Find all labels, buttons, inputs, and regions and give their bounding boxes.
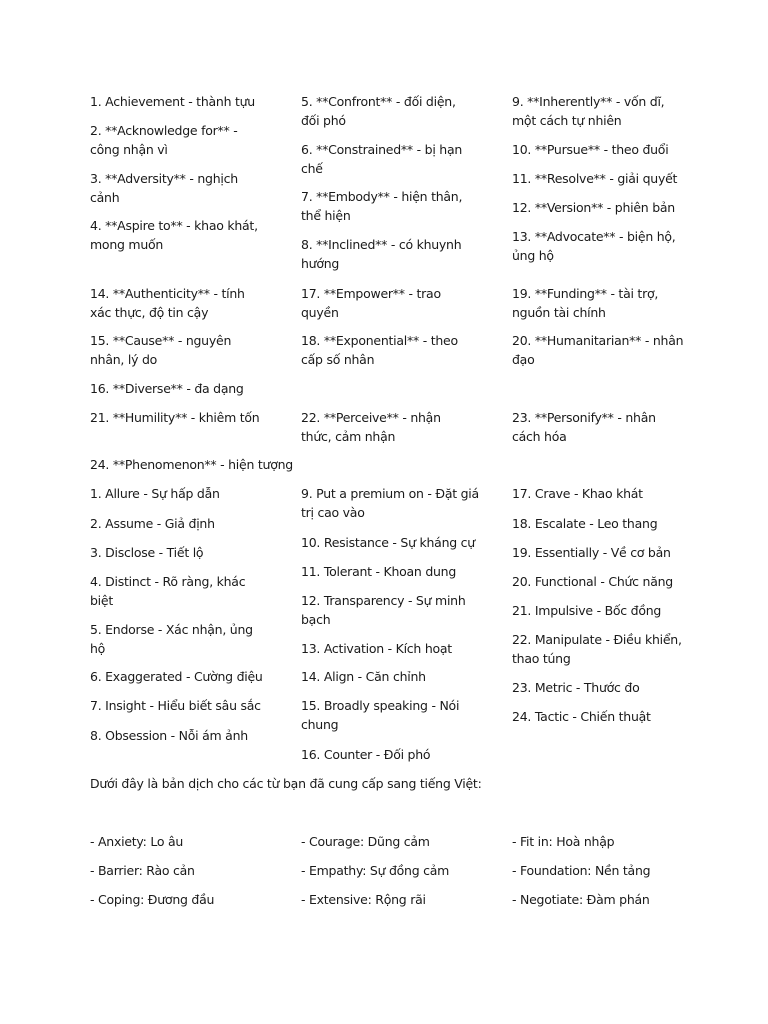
vocab-text: 7. **Embody** - hiện thân, [301, 189, 463, 204]
vocab-text: 15. Broadly speaking - Nói [301, 698, 460, 713]
vocab-text-continued: nguồn tài chính [512, 305, 606, 320]
vocab-entry [90, 890, 214, 909]
vocab-entry [90, 284, 245, 322]
vocab-entry [90, 92, 255, 111]
vocab-entry [512, 514, 657, 533]
vocab-text: 9. Put a premium on - Đặt giá [301, 486, 479, 501]
vocab-entry [512, 601, 661, 620]
vocab-entry [512, 198, 675, 217]
vocab-text: - Fit in: Hoà nhập [512, 834, 615, 849]
vocab-text-continued: trị cao vào [301, 505, 365, 520]
vocab-text: 24. **Phenomenon** - hiện tượng [90, 457, 293, 472]
vocab-text: - Courage: Dũng cảm [301, 834, 430, 849]
vocab-text: 10. **Pursue** - theo đuổi [512, 142, 669, 157]
vocab-text: 1. Achievement - thành tựu [90, 94, 255, 109]
vocab-entry [301, 562, 456, 581]
vocab-text: 24. Tactic - Chiến thuật [512, 709, 651, 724]
vocab-text: 8. Obsession - Nỗi ám ảnh [90, 728, 248, 743]
vocab-entry [301, 832, 430, 851]
vocab-text: 4. **Aspire to** - khao khát, [90, 218, 258, 233]
vocab-text: - Negotiate: Đàm phán [512, 892, 650, 907]
vocab-entry [512, 572, 673, 591]
vocab-text: 20. **Humanitarian** - nhân [512, 333, 684, 348]
vocab-entry [301, 639, 452, 658]
vocab-entry [301, 696, 459, 734]
vocab-text: 19. Essentially - Về cơ bản [512, 545, 671, 560]
vocab-entry [512, 284, 658, 322]
vocab-text-continued: cấp số nhân [301, 352, 375, 367]
vocab-text-continued: chung [301, 717, 339, 732]
vocab-text: 5. Endorse - Xác nhận, ủng [90, 622, 253, 637]
vocab-text: 20. Functional - Chức năng [512, 574, 673, 589]
vocab-text: 6. **Constrained** - bị hạn [301, 142, 463, 157]
vocab-text: 3. Disclose - Tiết lộ [90, 545, 204, 560]
vocab-text: 13. Activation - Kích hoạt [301, 641, 452, 656]
vocab-text: 5. **Confront** - đối diện, [301, 94, 456, 109]
vocab-entry [90, 484, 220, 503]
intro-text-line: Dưới đây là bản dịch cho các từ bạn đã cung cấp sang tiếng Việt: [90, 776, 482, 791]
vocab-text-continued: hộ [90, 641, 106, 656]
vocab-text-continued: bạch [301, 612, 331, 627]
vocab-text: 21. **Humility** - khiêm tốn [90, 410, 260, 425]
vocab-text-continued: biệt [90, 593, 113, 608]
vocab-text-continued: mong muốn [90, 237, 164, 252]
vocab-entry [90, 696, 261, 715]
vocab-text-continued: đối phó [301, 113, 346, 128]
vocab-text: 17. Crave - Khao khát [512, 486, 643, 501]
vocab-entry [512, 140, 668, 159]
vocab-text-continued: công nhận vì [90, 142, 168, 157]
vocab-entry [90, 514, 215, 533]
vocab-entry [512, 92, 664, 130]
vocab-text: 18. Escalate - Leo thang [512, 516, 658, 531]
vocab-text-continued: ủng hộ [512, 248, 554, 263]
vocab-text: 9. **Inherently** - vốn dĩ, [512, 94, 665, 109]
vocab-entry [90, 216, 258, 254]
vocab-text: 15. **Cause** - nguyên [90, 333, 232, 348]
vocab-entry [512, 484, 643, 503]
vocab-text-continued: thao túng [512, 651, 571, 666]
vocab-text: - Coping: Đương đầu [90, 892, 215, 907]
vocab-text: 21. Impulsive - Bốc đồng [512, 603, 662, 618]
vocab-text: 1. Allure - Sự hấp dẫn [90, 486, 220, 501]
vocab-text-continued: chế [301, 161, 323, 176]
vocab-text: - Foundation: Nền tảng [512, 863, 651, 878]
vocab-text-continued: một cách tự nhiên [512, 113, 622, 128]
vocab-entry [301, 533, 475, 552]
vocab-text: 12. **Version** - phiên bản [512, 200, 675, 215]
vocab-text-continued: thức, cảm nhận [301, 429, 396, 444]
vocab-text: 11. Tolerant - Khoan dung [301, 564, 457, 579]
vocab-entry [90, 861, 195, 880]
vocab-text-continued: thể hiện [301, 208, 351, 223]
vocab-entry [90, 726, 248, 745]
vocab-entry [512, 832, 614, 851]
vocab-entry [90, 379, 244, 398]
vocab-text: 2. Assume - Giả định [90, 516, 215, 531]
vocab-text: - Anxiety: Lo âu [90, 834, 184, 849]
intro-text [90, 774, 482, 793]
vocab-text: - Barrier: Rào cản [90, 863, 195, 878]
vocab-text: 16. **Diverse** - đa dạng [90, 381, 244, 396]
vocab-entry [512, 630, 682, 668]
vocab-text: 6. Exaggerated - Cường điệu [90, 669, 263, 684]
vocab-text: 10. Resistance - Sự kháng cự [301, 535, 475, 550]
vocab-entry [90, 408, 259, 427]
vocab-entry [90, 331, 231, 369]
vocab-text: 22. Manipulate - Điều khiển, [512, 632, 682, 647]
vocab-entry [301, 140, 462, 178]
vocab-text-continued: quyền [301, 305, 339, 320]
vocab-entry [512, 707, 651, 726]
vocab-entry [512, 408, 656, 446]
vocab-text: 23. Metric - Thước đo [512, 680, 640, 695]
vocab-entry [512, 169, 677, 188]
vocab-entry [90, 572, 245, 610]
vocab-text: 4. Distinct - Rõ ràng, khác [90, 574, 246, 589]
vocab-text: 8. **Inclined** - có khuynh [301, 237, 462, 252]
vocab-text: 14. **Authenticity** - tính [90, 286, 245, 301]
vocab-entry [512, 890, 650, 909]
vocab-text: 23. **Personify** - nhân [512, 410, 656, 425]
vocab-text-continued: cách hóa [512, 429, 567, 444]
vocab-entry [512, 861, 650, 880]
vocab-entry [301, 408, 441, 446]
vocab-text-continued: đạo [512, 352, 535, 367]
vocab-entry [301, 331, 458, 369]
vocab-entry [301, 235, 461, 273]
vocab-entry [301, 890, 426, 909]
vocab-text: 14. Align - Căn chỉnh [301, 669, 426, 684]
vocab-entry [90, 121, 238, 159]
vocab-text: 13. **Advocate** - biện hộ, [512, 229, 676, 244]
vocab-text: 12. Transparency - Sự minh [301, 593, 466, 608]
vocab-entry [512, 227, 676, 265]
vocab-text-continued: xác thực, độ tin cậy [90, 305, 209, 320]
vocab-text-continued: cảnh [90, 190, 120, 205]
vocab-text: 2. **Acknowledge for** - [90, 123, 238, 138]
vocab-entry [301, 92, 456, 130]
vocab-entry [512, 331, 683, 369]
vocab-entry [301, 484, 479, 522]
vocab-entry [301, 187, 462, 225]
vocab-entry [90, 832, 183, 851]
vocab-text: 11. **Resolve** - giải quyết [512, 171, 678, 186]
vocab-entry [512, 678, 639, 697]
vocab-entry [301, 861, 449, 880]
vocab-entry [90, 543, 203, 562]
vocab-text: 22. **Perceive** - nhận [301, 410, 441, 425]
vocab-entry [512, 543, 671, 562]
vocab-text: 17. **Empower** - trao [301, 286, 441, 301]
vocab-entry [301, 667, 426, 686]
vocab-text: 16. Counter - Đối phó [301, 747, 431, 762]
vocab-entry [90, 169, 238, 207]
vocab-entry [301, 591, 466, 629]
vocab-text-continued: nhân, lý do [90, 352, 158, 367]
vocab-text: - Extensive: Rộng rãi [301, 892, 426, 907]
vocab-entry [90, 667, 263, 686]
vocab-text-continued: hướng [301, 256, 340, 271]
vocab-entry [301, 745, 430, 764]
vocab-entry [301, 284, 441, 322]
vocab-text: 3. **Adversity** - nghịch [90, 171, 238, 186]
vocab-text: 7. Insight - Hiểu biết sâu sắc [90, 698, 261, 713]
vocab-text: - Empathy: Sự đồng cảm [301, 863, 450, 878]
vocab-entry [90, 620, 253, 658]
vocab-text: 18. **Exponential** - theo [301, 333, 458, 348]
vocab-text: 19. **Funding** - tài trợ, [512, 286, 659, 301]
vocab-entry [90, 455, 293, 474]
